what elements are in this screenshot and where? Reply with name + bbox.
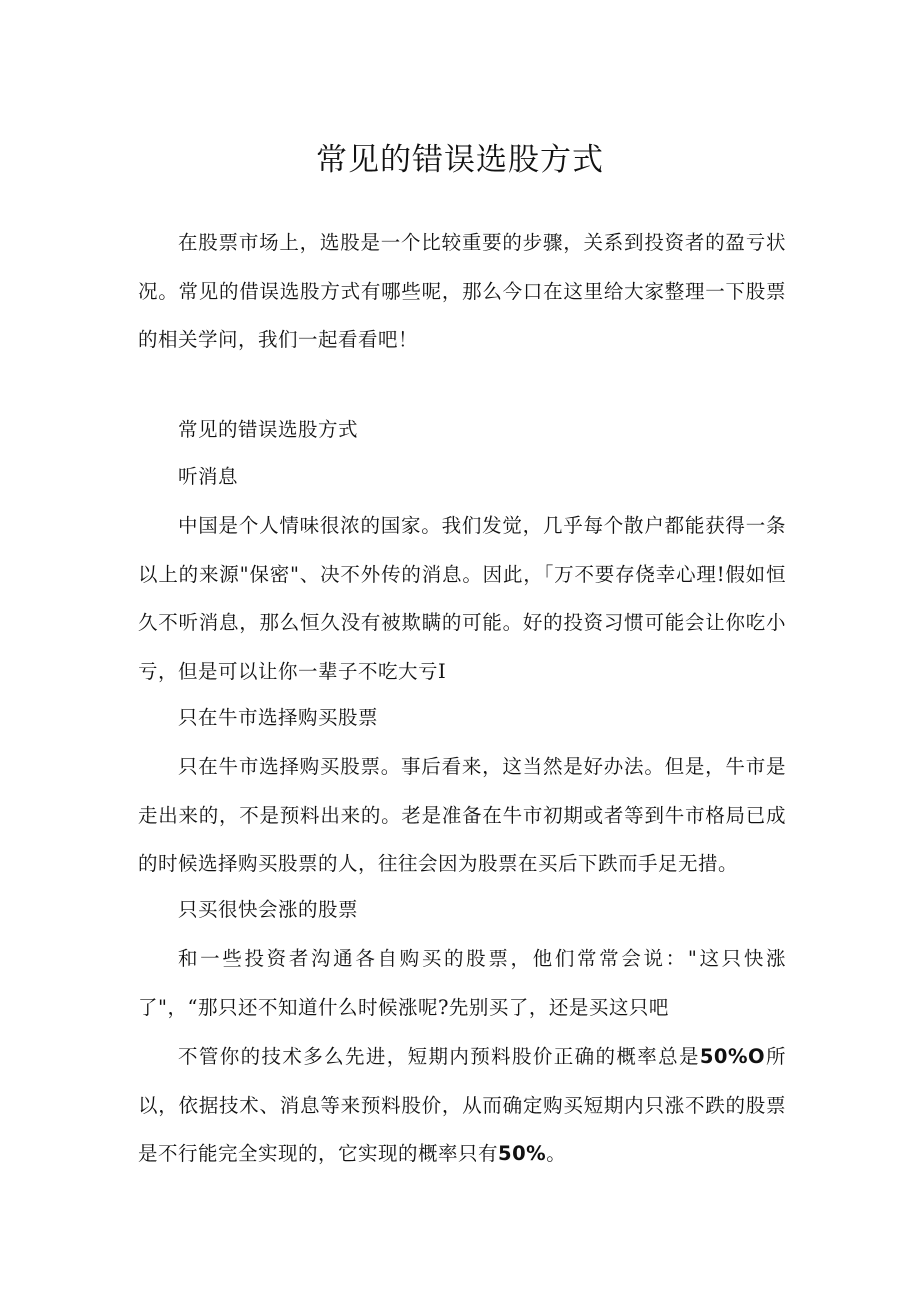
intro-paragraph: 在股票市场上，选股是一个比较重要的步骤，关系到投资者的盈亏状况。常见的借误选股方式有哪些呢，那么今口在这里给大家整理一下股票的相关学问，我们一起看看吧！	[138, 231, 786, 351]
paragraph-fast-rise: 和一些投资者沟通各自购买的股票，他们常常会说："这只快涨了"，“那只还不知道什么时候涨呢?先别买了，还是买这只吧	[138, 947, 786, 1019]
probability-text-1: 不管你的技术多么先进，短期内预料股价正确的概率总是	[178, 1045, 700, 1068]
subheading-bull-market: 只在牛市选择购买股票	[178, 706, 379, 729]
document-title: 常见的错误选股方式	[316, 142, 604, 178]
subheading-fast-rise: 只买很快会涨的股票	[178, 898, 359, 921]
probability-text-3: 。	[546, 1142, 567, 1165]
paragraph-probability	[138, 1033, 786, 1179]
subheading-listen-news: 听消息	[178, 465, 239, 488]
probability-value-1: 50%O	[699, 1045, 766, 1068]
paragraph-listen-news: 中国是个人情味很浓的国家。我们发觉，几乎每个散户都能获得一条以上的来源"保密"、决不外传的消息。因此，「万不要存侥幸心理!假如恒久不听消息，那么恒久没有被欺瞒的可能。好的投资习惯可能会让你吃小亏，但是可以让你一辈子不吃大亏I	[138, 514, 786, 683]
probability-text-2: 所以，依据技术、消息等来预料股价，从而确定购买短期内只涨不跌的股票是不行能完全实现的，它实现的概率只有	[138, 1045, 786, 1165]
section-heading: 常见的错误选股方式	[178, 418, 359, 441]
paragraph-bull-market: 只在牛市选择购买股票。事后看来，这当然是好办法。但是，牛市是走出来的，不是预料出来的。老是准备在牛市初期或者等到牛市格局已成的时候选择购买股票的人，往往会因为股票在买后下跌而手足无措。	[138, 755, 786, 875]
probability-value-2: 50%	[498, 1142, 547, 1165]
